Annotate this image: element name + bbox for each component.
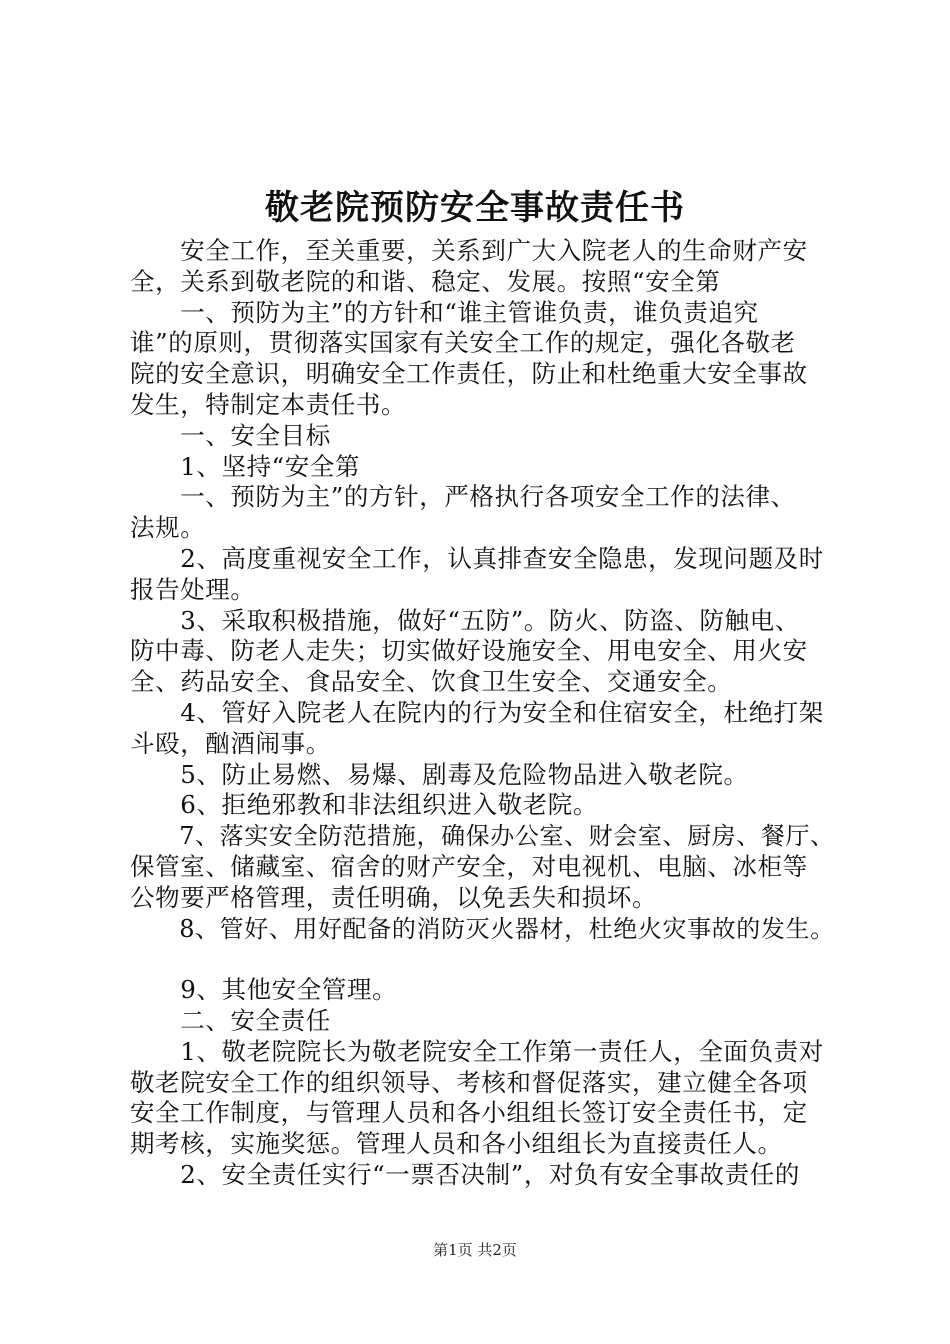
text-line: 7、落实安全防范措施，确保办公室、财会室、厨房、餐厅、 (130, 822, 835, 851)
text-line: 一、预防为主”的方针和“谁主管谁负责，谁负责追究 (130, 297, 759, 327)
text-line: 一、安全目标 (130, 420, 331, 450)
text-line: 敬老院安全工作的组织领导、考核和督促落实，建立健全各项 (130, 1067, 808, 1097)
text-line: 全，关系到敬老院的和谐、稳定、发展。按照“安全第 (130, 266, 721, 296)
document-title: 敬老院预防安全事故责任书 (265, 188, 685, 228)
text-line: 8、管好、用好配备的消防灭火器材，杜绝火灾事故的发生。 (130, 914, 835, 943)
text-line: 谁”的原则，贯彻落实国家有关安全工作的规定，强化各敬老 (130, 328, 796, 358)
text-line: 5、防止易燃、易爆、剧毒及危险物品进入敬老院。 (130, 759, 749, 789)
text-line: 安全工作，至关重要，关系到广大入院老人的生命财产安 (130, 236, 808, 265)
text-line: 院的安全意识，明确安全工作责任，防止和杜绝重大安全事故 (130, 359, 808, 389)
text-line: 发生，特制定本责任书。 (130, 389, 407, 419)
text-line: 2、安全责任实行“一票否决制”，对负有安全事故责任的 (130, 1159, 800, 1189)
text-line: 全、药品安全、食品安全、饮食卫生安全、交通安全。 (130, 667, 733, 697)
text-line: 9、其他安全管理。 (130, 975, 398, 1005)
text-line: 一、预防为主”的方针，严格执行各项安全工作的法律、 (130, 482, 796, 512)
text-line: 报告处理。 (130, 574, 256, 604)
text-line: 安全工作制度，与管理人员和各小组组长签订安全责任书，定 (130, 1098, 808, 1128)
text-line: 法规。 (130, 513, 206, 543)
text-line: 保管室、储藏室、宿舍的财产安全，对电视机、电脑、冰柜等 (130, 851, 808, 881)
document-body (130, 236, 835, 1191)
text-line: 防中毒、防老人走失；切实做好设施安全、用电安全、用火安 (130, 636, 808, 666)
text-line: 2、高度重视安全工作，认真排查安全隐患，发现问题及时 (130, 543, 824, 573)
text-line: 斗殴，酗酒闹事。 (130, 728, 331, 758)
text-line: 1、坚持“安全第 (130, 451, 361, 481)
text-line: 1、敬老院院长为敬老院安全工作第一责任人，全面负责对 (130, 1036, 824, 1066)
page-footer: 第1页 共2页 (433, 1241, 517, 1259)
text-line: 6、拒绝邪教和非法组织进入敬老院。 (130, 790, 598, 820)
text-line: 3、采取积极措施，做好“五防”。防火、防盗、防触电、 (130, 605, 800, 635)
text-line: 公物要严格管理，责任明确，以免丢失和损坏。 (130, 882, 658, 912)
text-line: 4、管好入院老人在院内的行为安全和住宿安全，杜绝打架 (130, 697, 824, 727)
text-line: 期考核，实施奖惩。管理人员和各小组组长为直接责任人。 (130, 1129, 783, 1159)
blank-line (130, 944, 830, 975)
text-line: 二、安全责任 (130, 1005, 331, 1035)
